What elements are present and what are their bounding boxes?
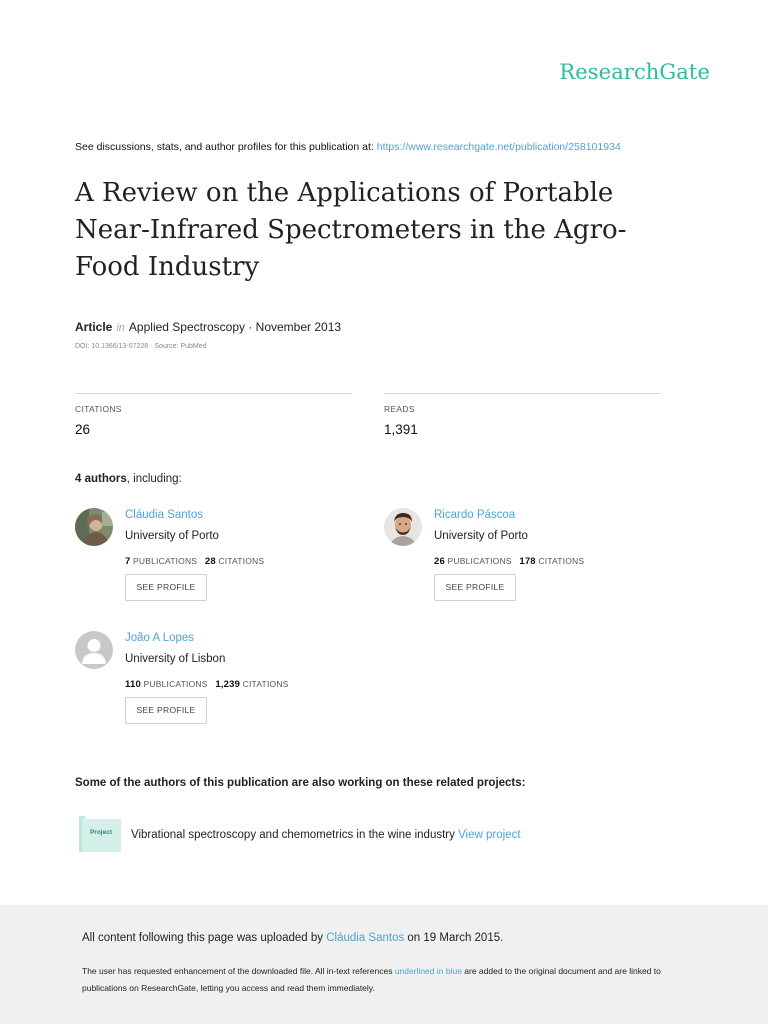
publications-count: 7 xyxy=(125,556,131,567)
citations-value: 26 xyxy=(75,422,91,437)
article-title: A Review on the Applications of Portable Near-Infrared Spectrometers in the Agro-Food Industry xyxy=(75,178,627,282)
citations-divider xyxy=(75,393,352,394)
view-project-link[interactable]: View project xyxy=(458,829,521,841)
journal-date: Applied Spectroscopy · November 2013 xyxy=(128,320,342,334)
author-photo-icon xyxy=(384,508,422,546)
doi-source: DOI: 10.1366/13-07228 · Source: PubMed xyxy=(75,343,207,350)
publications-count: 110 xyxy=(125,679,141,690)
uploader-link[interactable]: Cláudia Santos xyxy=(326,932,405,944)
author-card xyxy=(384,508,684,618)
author-name-link[interactable]: Cláudia Santos xyxy=(125,509,203,521)
publications-label: PUBLICATIONS xyxy=(133,556,198,566)
project-title: Vibrational spectroscopy and chemometrics in the wine industry xyxy=(131,829,455,841)
citations-label: CITATIONS xyxy=(218,556,265,566)
underlined-in-blue-text: underlined in blue xyxy=(394,966,462,976)
citations-count: 1,239 xyxy=(215,679,241,690)
citations-label: CITATIONS xyxy=(75,404,122,414)
author-stats xyxy=(434,556,584,567)
author-institution: University of Porto xyxy=(125,530,219,542)
in-word: in xyxy=(116,322,125,334)
author-institution: University of Lisbon xyxy=(125,653,226,665)
enhancement-note xyxy=(82,963,682,997)
publications-count: 26 xyxy=(434,556,445,567)
publication-url-line xyxy=(75,141,621,153)
related-projects-heading: Some of the authors of this publication are also working on these related projects: xyxy=(75,777,526,789)
avatar[interactable] xyxy=(75,631,113,669)
publication-url-link[interactable]: https://www.researchgate.net/publication/258101934 xyxy=(376,141,621,153)
upload-suffix: on 19 March 2015. xyxy=(404,932,504,944)
note-prefix: The user has requested enhancement of the downloaded file. All in-text references xyxy=(82,966,395,976)
publications-label: PUBLICATIONS xyxy=(447,556,512,566)
author-institution: University of Porto xyxy=(434,530,528,542)
see-discussions-text: See discussions, stats, and author profiles for this publication at: xyxy=(75,141,377,153)
article-meta xyxy=(75,320,341,334)
citations-count: 28 xyxy=(204,556,216,567)
upload-info xyxy=(82,932,503,944)
citations-label: CITATIONS xyxy=(242,679,289,689)
authors-heading xyxy=(75,473,182,485)
upload-prefix: All content following this page was uploaded by xyxy=(82,932,327,944)
authors-heading-suffix: , including: xyxy=(126,473,182,485)
project-folder-icon xyxy=(79,816,121,852)
authors-count: 4 authors xyxy=(75,473,127,485)
author-stats xyxy=(125,679,289,690)
citations-label: CITATIONS xyxy=(538,556,585,566)
project-item xyxy=(131,829,521,841)
reads-label: READS xyxy=(384,404,415,414)
see-profile-button[interactable]: SEE PROFILE xyxy=(125,574,207,601)
article-type: Article xyxy=(75,320,113,334)
author-card xyxy=(75,631,375,741)
researchgate-logo[interactable]: ResearchGate xyxy=(559,60,710,84)
publications-label: PUBLICATIONS xyxy=(143,679,208,689)
see-profile-button[interactable]: SEE PROFILE xyxy=(434,574,516,601)
author-stats xyxy=(125,556,264,567)
avatar[interactable] xyxy=(384,508,422,546)
project-icon-label: Project xyxy=(89,829,113,836)
author-name-link[interactable]: Ricardo Páscoa xyxy=(434,509,516,521)
reads-value: 1,391 xyxy=(384,422,418,437)
note-suffix: are added to the original document and are linked to publications on ResearchGate, letting you access and read them immediately. xyxy=(82,966,661,993)
see-profile-button[interactable]: SEE PROFILE xyxy=(125,697,207,724)
avatar[interactable] xyxy=(75,508,113,546)
reads-divider xyxy=(384,393,661,394)
author-card xyxy=(75,508,375,618)
upload-footer xyxy=(0,905,768,1024)
citations-count: 178 xyxy=(519,556,536,567)
author-photo-icon xyxy=(75,508,113,546)
author-name-link[interactable]: João A Lopes xyxy=(125,632,195,644)
default-user-icon xyxy=(75,631,113,669)
